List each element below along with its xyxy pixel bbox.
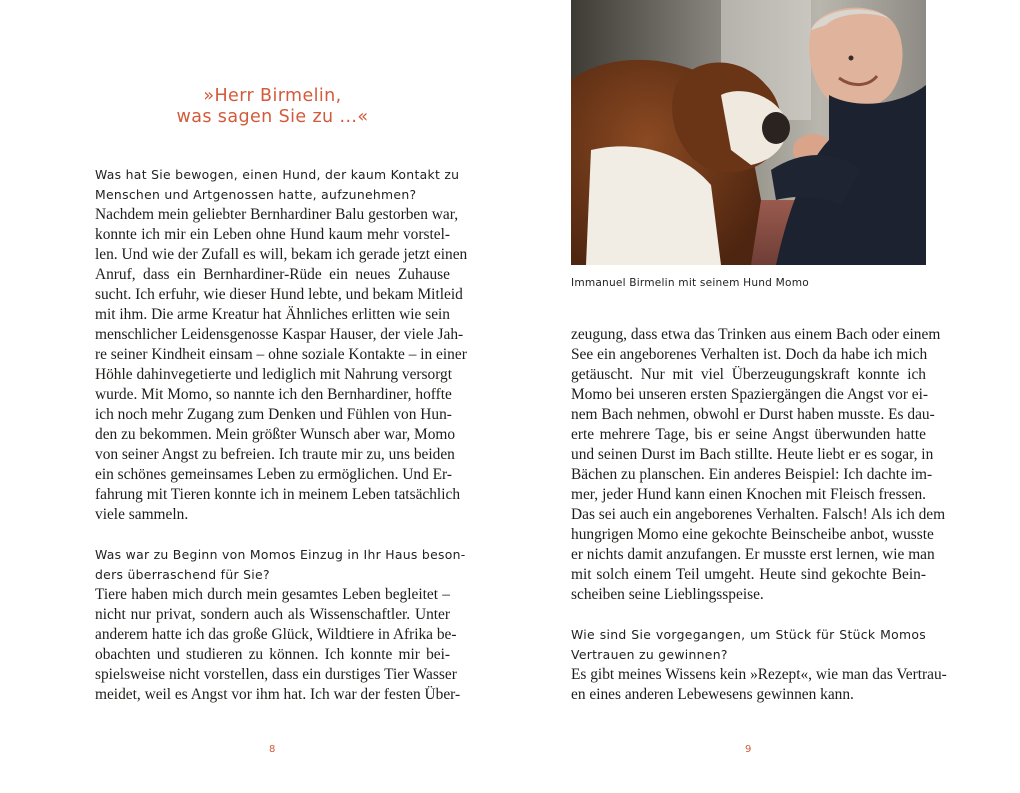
answer-line: len. Und wie der Zufall es will, bekam ich gerade jetzt einen: [95, 246, 468, 263]
answer-line: fahrung mit Tieren konnte ich in meinem Leben tatsächlich: [95, 486, 461, 503]
answer-line: wurde. Mit Momo, so nannte ich den Bernhardiner, hoffte: [95, 386, 452, 403]
answer-line: nem Bach nehmen, obwohl er Durst haben musste. Es dau-: [571, 406, 935, 423]
answer-line: ich noch mehr Zugang zum Denken und Fühlen von Hun-: [95, 406, 452, 423]
answer-line: See ein angeborenes Verhalten ist. Doch da habe ich mich: [571, 346, 928, 363]
page-number-right: 9: [745, 744, 752, 755]
question-line: Wie sind Sie vorgegangen, um Stück für Stück Momos: [571, 627, 926, 642]
answer-line: hungrigen Momo eine gekochte Beinscheibe anbot, wusste: [571, 526, 934, 543]
answer-line: getäuscht. Nur mit viel Überzeugungskraft konnte ich: [571, 366, 926, 383]
answer-line: [95, 525, 450, 545]
question-line: Was war zu Beginn von Momos Einzug in Ihr Haus beson-: [95, 547, 466, 562]
photo-illustration: [571, 0, 926, 265]
answer-line: und seinen Durst im Bach stillte. Heute liebt er es sogar, in: [571, 446, 934, 463]
question-line: Was hat Sie bewogen, einen Hund, der kaum Kontakt zu: [95, 167, 460, 182]
section-heading: [95, 86, 450, 128]
photo-birmelin-with-dog: [571, 0, 926, 265]
answer-line: Bächen zu planschen. Ein anderes Beispiel: Ich dachte im-: [571, 466, 933, 483]
answer-line: obachten und studieren zu können. Ich konnte mir bei-: [95, 646, 450, 663]
answer-line: er nichts damit anzufangen. Er musste erst lernen, wie man: [571, 546, 935, 563]
answer-line: mit ihm. Die arme Kreatur hat Ähnliches erlitten wie sein: [95, 306, 450, 323]
answer-line: Anruf, dass ein Bernhardiner-Rüde ein neues Zuhause: [95, 266, 450, 283]
answer-line: Das sei auch ein angeborenes Verhalten. Falsch! Als ich dem: [571, 506, 946, 523]
answer-line: re seiner Kindheit einsam – ohne soziale Kontakte – in einer: [95, 346, 467, 363]
answer-line: zeugung, dass etwa das Trinken aus einem Bach oder einem: [571, 326, 941, 343]
answer-line: Momo bei unseren ersten Spaziergängen die Angst vor ei-: [571, 386, 929, 403]
answer-line: meidet, weil es Angst vor ihm hat. Ich war der festen Über-: [95, 686, 461, 703]
answer-line: Tiere haben mich durch mein gesamtes Leben begleitet –: [95, 586, 450, 603]
answer-line: menschlicher Leidensgenosse Kaspar Hauser, der viele Jah-: [95, 326, 464, 343]
answer-line: erte mehrere Tage, bis er seine Angst überwunden hatte: [571, 426, 926, 443]
answer-line: Es gibt meines Wissens kein »Rezept«, wie man das Vertrau-: [571, 666, 947, 683]
answer-line: viele sammeln.: [95, 506, 189, 523]
question-line: Menschen und Artgenossen hatte, aufzunehmen?: [95, 187, 417, 202]
photo-caption: Immanuel Birmelin mit seinem Hund Momo: [571, 277, 809, 289]
answer-line: von seiner Angst zu befreien. Ich traute mir zu, uns beiden: [95, 446, 455, 463]
question-line: Vertrauen zu gewinnen?: [571, 647, 728, 662]
answer-line: anderem hatte ich das große Glück, Wildtiere in Afrika be-: [95, 626, 457, 643]
answer-line: mer, jeder Hund kann einen Knochen mit Fleisch fressen.: [571, 486, 926, 503]
heading-line-1: »Herr Birmelin,: [203, 86, 342, 106]
answer-line: spielsweise nicht vorstellen, dass ein durstiges Tier Wasser: [95, 666, 457, 683]
answer-line: [571, 605, 926, 625]
answer-line: sucht. Ich erfuhr, wie dieser Hund lebte, und bekam Mitleid: [95, 286, 463, 303]
answer-line: Nachdem mein geliebter Bernhardiner Balu gestorben war,: [95, 206, 459, 223]
answer-line: den zu bekommen. Mein größter Wunsch aber war, Momo: [95, 426, 456, 443]
answer-line: ein schönes gemeinsames Leben zu ermöglichen. Und Er-: [95, 466, 452, 483]
answer-line: scheiben seine Lieblingsspeise.: [571, 586, 764, 603]
answer-line: Höhle dahinvegetierte und lediglich mit Nahrung versorgt: [95, 366, 453, 383]
answer-line: en eines anderen Lebewesens gewinnen kann.: [571, 686, 854, 703]
answer-line: nicht nur privat, sondern auch als Wissenschaftler. Unter: [95, 606, 450, 623]
heading-line-2: was sagen Sie zu ...«: [176, 107, 369, 127]
answer-line: konnte ich mir ein Leben ohne Hund kaum mehr vorstel-: [95, 226, 450, 243]
page-number-left: 8: [269, 744, 276, 755]
answer-line: mit solch einem Teil umgeht. Heute sind gekochte Bein-: [571, 566, 926, 583]
question-line: ders überraschend für Sie?: [95, 567, 270, 582]
